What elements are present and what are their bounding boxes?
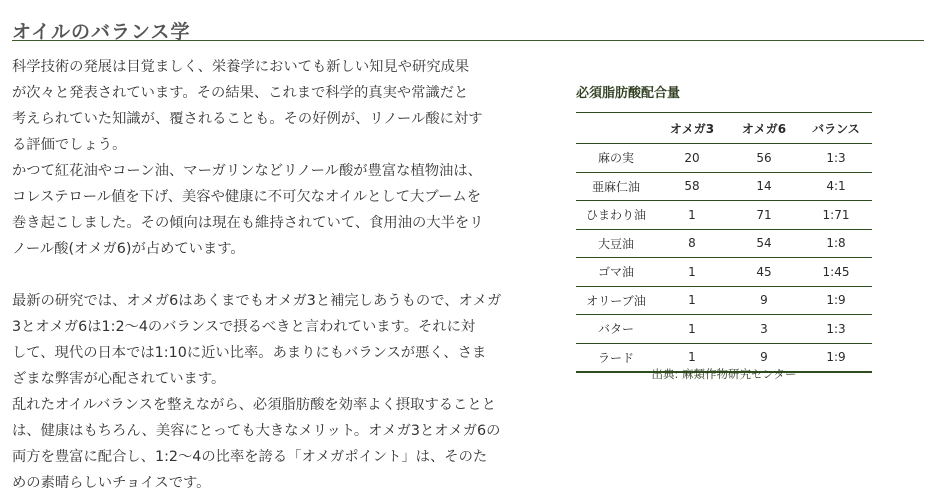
header-cell: オメガ6 (728, 113, 800, 144)
body-line: 両方を豊富に配合し、1:2～4の比率を誇る「オメガポイント」は、そのた (12, 449, 488, 465)
body-line: は、健康はもちろん、美容にとっても大きなメリット。オメガ3とオメガ6の (12, 423, 501, 439)
oil-name-cell: ゴマ油 (576, 258, 656, 287)
oil-name-cell: 亜麻仁油 (576, 172, 656, 201)
page-title: オイルのバランス学 (12, 20, 191, 43)
value-cell: 9 (728, 343, 800, 372)
value-cell: 8 (656, 229, 728, 258)
body-line: 最新の研究では、オメガ6はあくまでもオメガ3と補完しあうもので、オメガ (12, 293, 502, 309)
table-row (576, 144, 872, 173)
body-line: かつて紅花油やコーン油、マーガリンなどリノール酸が豊富な植物油は、 (12, 163, 482, 179)
oil-name-cell: オリーブ油 (576, 286, 656, 315)
table-row (576, 229, 872, 258)
body-line: 乱れたオイルバランスを整えながら、必須脂肪酸を効率よく摂取することと (12, 397, 496, 413)
value-cell: 3 (728, 315, 800, 344)
table-row (576, 172, 872, 201)
oil-name-cell: バター (576, 315, 656, 344)
value-cell: 54 (728, 229, 800, 258)
value-cell: 1:3 (800, 315, 872, 344)
table-row (576, 315, 872, 344)
oil-name-cell: 大豆油 (576, 229, 656, 258)
value-cell: 4:1 (800, 172, 872, 201)
value-cell: 1 (656, 343, 728, 372)
oil-name-cell: ひまわり油 (576, 201, 656, 230)
value-cell: 45 (728, 258, 800, 287)
header-cell (576, 113, 656, 144)
value-cell: 58 (656, 172, 728, 201)
body-line: コレステロール値を下げ、美容や健康に不可欠なオイルとして大ブームを (12, 189, 482, 205)
body-line: めの素晴らしいチョイスです。 (12, 475, 211, 491)
article-body (12, 54, 508, 496)
value-cell: 71 (728, 201, 800, 230)
header-cell: バランス (800, 113, 872, 144)
table-body (576, 144, 872, 373)
value-cell: 1 (656, 286, 728, 315)
body-line: 考えられていた知識が、覆されることも。その好例が、リノール酸に対す (12, 111, 483, 127)
body-line: が次々と発表されています。その結果、これまで科学的真実や常識だと (12, 85, 469, 101)
value-cell: 1:9 (800, 286, 872, 315)
body-line: して、現代の日本では1:10に近い比率。あまりにもバランスが悪く、さま (12, 345, 487, 361)
table-header-row (576, 113, 872, 144)
body-line: ざまな弊害が心配されています。 (12, 371, 226, 387)
body-line: る評価でしょう。 (12, 137, 127, 153)
value-cell: 1 (656, 315, 728, 344)
value-cell: 14 (728, 172, 800, 201)
body-line: 科学技術の発展は目覚ましく、栄養学においても新しい知見や研究成果 (12, 59, 470, 75)
value-cell: 1:9 (800, 343, 872, 372)
value-cell: 1 (656, 201, 728, 230)
table-source: 出典: 麻類作物研究センター (651, 367, 797, 381)
table-row (576, 286, 872, 315)
header-cell: オメガ3 (656, 113, 728, 144)
value-cell: 1 (656, 258, 728, 287)
value-cell: 1:45 (800, 258, 872, 287)
title-divider (12, 40, 924, 41)
value-cell: 9 (728, 286, 800, 315)
table-row (576, 201, 872, 230)
oil-name-cell: 麻の実 (576, 144, 656, 173)
value-cell: 1:71 (800, 201, 872, 230)
body-line: ノール酸(オメガ6)が占めています。 (12, 241, 245, 257)
paragraph-gap (12, 262, 508, 288)
oil-name-cell: ラード (576, 343, 656, 372)
value-cell: 56 (728, 144, 800, 173)
value-cell: 1:3 (800, 144, 872, 173)
table-title: 必須脂肪酸配合量 (576, 86, 681, 101)
fatty-acid-table (576, 112, 872, 373)
body-line: 3とオメガ6は1:2～4のバランスで摂るべきと言われています。それに対 (12, 319, 476, 335)
table-row (576, 258, 872, 287)
value-cell: 1:8 (800, 229, 872, 258)
value-cell: 20 (656, 144, 728, 173)
body-line: 巻き起こしました。その傾向は現在も維持されていて、食用油の大半をリ (12, 215, 484, 231)
